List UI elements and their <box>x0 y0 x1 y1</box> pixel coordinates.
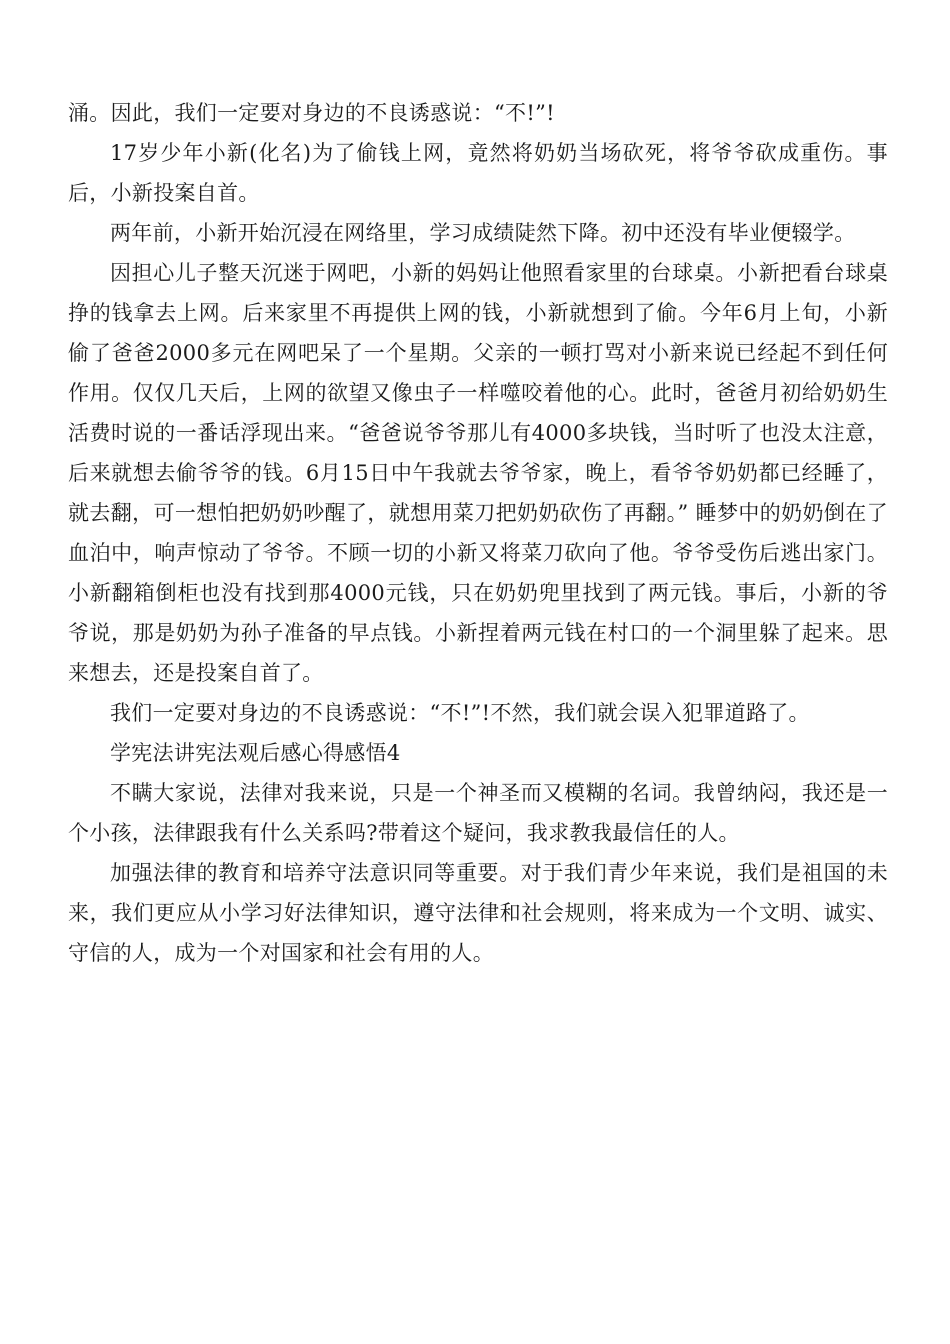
paragraph-case-summary: 17岁少年小新(化名)为了偷钱上网，竟然将奶奶当场砍死，将爷爷砍成重伤。事后，小新投案自首。 <box>68 141 888 205</box>
paragraph-conclusion: 我们一定要对身边的不良诱惑说：“不!”!不然，我们就会误入犯罪道路了。 <box>110 701 810 725</box>
section-heading: 学宪法讲宪法观后感心得感悟4 <box>110 741 401 765</box>
paragraph-continuation: 涌。因此，我们一定要对身边的不良诱惑说：“不!”! <box>68 101 555 125</box>
paragraph-education: 加强法律的教育和培养守法意识同等重要。对于我们青少年来说，我们是祖国的未来，我们更应从小学习好法律知识，遵守法律和社会规则，将来成为一个文明、诚实、守信的人，成为一个对国家和社会有用的人。 <box>68 861 888 965</box>
document-body <box>68 93 888 973</box>
paragraph-case-detail: 因担心儿子整天沉迷于网吧，小新的妈妈让他照看家里的台球桌。小新把看台球桌挣的钱拿去上网。后来家里不再提供上网的钱，小新就想到了偷。今年6月上旬，小新偷了爸爸2000多元在网吧呆了一个星期。父亲的一顿打骂对小新来说已经起不到任何作用。仅仅几天后，上网的欲望又像虫子一样噬咬着他的心。此时，爸爸月初给奶奶生活费时说的一番话浮现出来。“爸爸说爷爷那儿有4000多块钱，当时听了也没太注意，后来就想去偷爷爷的钱。6月15日中午我就去爷爷家，晚上，看爷爷奶奶都已经睡了，就去翻，可一想怕把奶奶吵醒了，就想用菜刀把奶奶砍伤了再翻。” 睡梦中的奶奶倒在了血泊中，响声惊动了爷爷。不顾一切的小新又将菜刀砍向了他。爷爷受伤后逃出家门。小新翻箱倒柜也没有找到那4000元钱，只在奶奶兜里找到了两元钱。事后，小新的爷爷说，那是奶奶为孙子准备的早点钱。小新捏着两元钱在村口的一个洞里躲了起来。思来想去，还是投案自首了。 <box>68 261 888 685</box>
paragraph-intro: 不瞒大家说，法律对我来说，只是一个神圣而又模糊的名词。我曾纳闷，我还是一个小孩，法律跟我有什么关系吗?带着这个疑问，我求教我最信任的人。 <box>68 781 888 845</box>
paragraph-background: 两年前，小新开始沉浸在网络里，学习成绩陡然下降。初中还没有毕业便辍学。 <box>110 221 856 245</box>
